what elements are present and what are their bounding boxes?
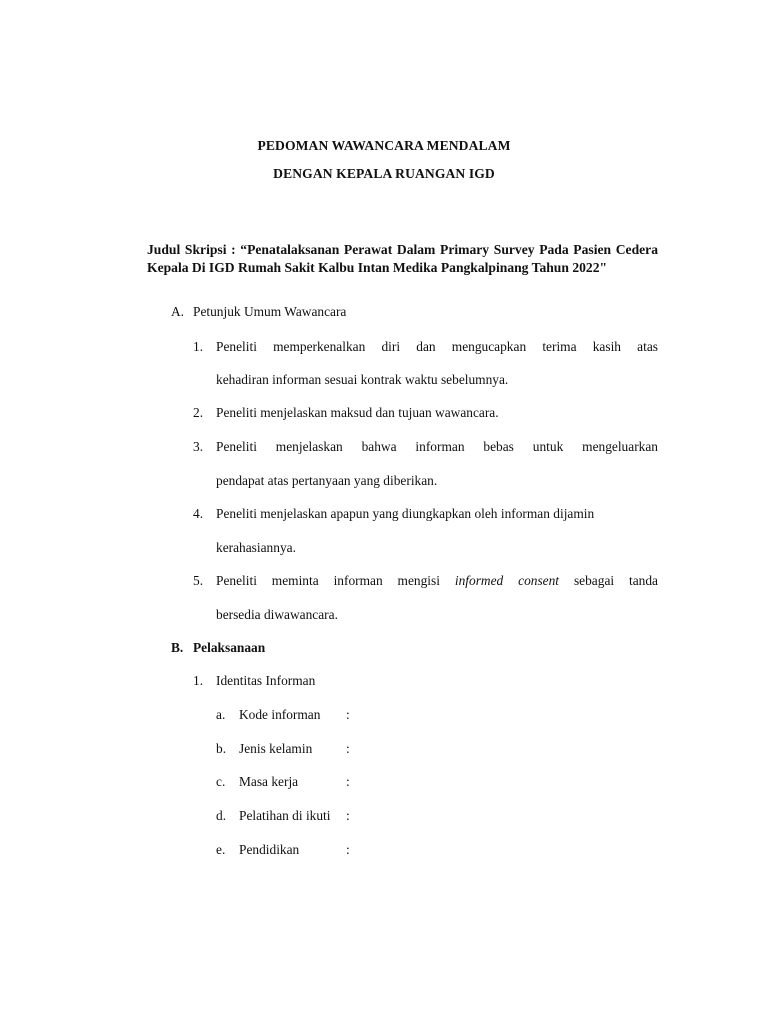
field-label-pelatihan: Pelatihan di ikuti	[239, 808, 331, 823]
document-title: PEDOMAN WAWANCARA MENDALAM	[257, 138, 511, 153]
document-subtitle: DENGAN KEPALA RUANGAN IGD	[273, 166, 495, 181]
field-colon: :	[346, 774, 350, 789]
item-a4-line2: kerahasiannya.	[216, 540, 296, 555]
field-colon: :	[346, 741, 350, 756]
field-colon: :	[346, 842, 350, 857]
field-label-pendidikan: Pendidikan	[239, 842, 300, 857]
thesis-title: Judul Skripsi : “Penatalaksanan Perawat Dalam Primary Survey Pada Pasien Cedera Kepala Di IGD Rumah Sakit Kalbu Intan Medika Pangkalpinang Tahun 2022"	[147, 242, 658, 275]
item-a3-line2: pendapat atas pertanyaan yang diberikan.	[216, 473, 438, 488]
section-b-heading	[171, 640, 265, 656]
field-colon: :	[346, 808, 350, 823]
section-b-letter: B.	[171, 640, 184, 655]
section-a-letter: A.	[171, 304, 185, 319]
field-colon: :	[346, 707, 350, 722]
section-b-title: Pelaksanaan	[193, 640, 266, 655]
item-a5-text-after: sebagai tanda	[573, 573, 659, 588]
field-letter: e.	[216, 842, 226, 857]
item-a4-line1: Peneliti menjelaskan apapun yang diungkapkan oleh informan dijamin	[216, 506, 595, 521]
field-letter: b.	[216, 741, 227, 756]
item-a1-line1: Peneliti memperkenalkan diri dan mengucapkan terima kasih atas	[216, 339, 658, 354]
section-a-title: Petunjuk Umum Wawancara	[193, 304, 347, 319]
section-a-heading	[171, 304, 346, 320]
item-a2-number: 2.	[193, 405, 204, 420]
field-letter: a.	[216, 707, 226, 722]
item-a5-italic-term: informed consent	[454, 573, 560, 588]
item-a3-line1: Peneliti menjelaskan bahwa informan bebas untuk mengeluarkan	[216, 439, 658, 454]
item-a3-number: 3.	[193, 439, 204, 454]
field-letter: c.	[216, 774, 226, 789]
item-a4-number: 4.	[193, 506, 204, 521]
item-a5-line1	[216, 573, 658, 589]
item-a5-number: 5.	[193, 573, 204, 588]
item-a1-number: 1.	[193, 339, 204, 354]
item-a1-line2: kehadiran informan sesuai kontrak waktu sebelumnya.	[216, 372, 509, 387]
item-b1-label: Identitas Informan	[216, 673, 316, 688]
field-label-jenis-kelamin: Jenis kelamin	[239, 741, 313, 756]
item-a2-line1: Peneliti menjelaskan maksud dan tujuan wawancara.	[216, 405, 499, 420]
item-a5-line2: bersedia diwawancara.	[216, 607, 338, 622]
item-a5-text-before: Peneliti meminta informan mengisi	[216, 573, 440, 588]
item-b1-number: 1.	[193, 673, 204, 688]
field-label-masa-kerja: Masa kerja	[239, 774, 299, 789]
field-letter: d.	[216, 808, 227, 823]
field-label-kode-informan: Kode informan	[239, 707, 321, 722]
